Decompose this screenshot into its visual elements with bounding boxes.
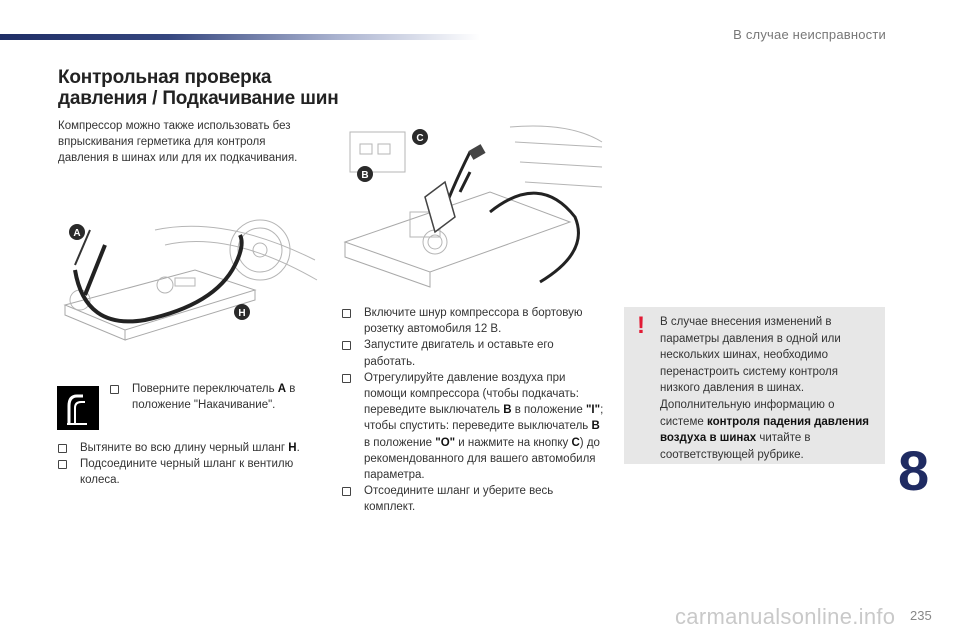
step-text: Включите шнур компрессора в бортовую розетку автомобиля 12 В. [364, 307, 583, 336]
callout-a-label: A [73, 228, 81, 239]
step-extend-hose [58, 440, 320, 456]
step-text: в положение "Накачивание". [132, 383, 296, 412]
bullet-checkbox-icon [342, 341, 351, 350]
warning-panel [624, 307, 885, 464]
step-key: "I" [585, 404, 601, 417]
step-key: B [503, 404, 512, 417]
step-text: ) до рекомендованного для вашего автомобиля параметра. [364, 436, 600, 482]
step-start-engine [342, 337, 604, 369]
callout-h-label: H [238, 308, 246, 319]
bullet-checkbox-icon [58, 460, 67, 469]
bullet-checkbox-icon [58, 444, 67, 453]
warning-text-bold: контроля падения давления воздуха в шинах [660, 415, 869, 445]
step-key: "O" [435, 436, 456, 449]
intro-paragraph: Компрессор можно также использовать без впрыскивания герметика для контроля давления в шинах или для их подкачивания. [58, 120, 298, 164]
bullet-checkbox-icon [342, 309, 351, 318]
step-text: Запустите двигатель и оставьте его работать. [364, 339, 554, 368]
warning-text [660, 314, 880, 463]
step-key: A [277, 383, 287, 395]
page-number: 235 [910, 608, 932, 623]
step-list-intro [110, 381, 320, 413]
step-disconnect [342, 483, 604, 515]
step-text: Подсоедините черный шланг к вентилю колеса. [80, 458, 294, 487]
step-text: . [296, 442, 300, 454]
warning-text-part: читайте в соответствующей рубрике. [660, 432, 811, 461]
step-text: Отсоедините шланг и уберите весь комплект. [364, 485, 554, 514]
callout-b-label: B [361, 170, 369, 181]
chapter-number: 8 [898, 439, 930, 502]
step-text: Отрегулируйте давление воздуха при помощи компрессора (чтобы подкачать: переведите выключатель [364, 371, 579, 417]
compressor-wheel-illustration [55, 210, 320, 345]
step-list-middle [342, 305, 604, 516]
page-title-line2: давления / Подкачивание шин [58, 88, 339, 109]
warning-exclamation-icon: ! [637, 312, 645, 339]
step-list-left [58, 440, 320, 489]
section-header: В случае неисправности [733, 27, 886, 42]
step-text: Вытяните во всю длину черный шланг [80, 442, 289, 454]
step-text: и нажмите на кнопку [455, 436, 572, 449]
step-key: C [571, 436, 580, 449]
page-title-line1: Контрольная проверка [58, 67, 272, 88]
bullet-checkbox-icon [342, 487, 351, 496]
step-turn-switch [110, 381, 320, 413]
step-text: в положение [364, 436, 436, 449]
warning-text-part: В случае внесения изменений в параметры давления в одной или нескольких шинах, необходимо перенастроить систему контроля низкого давления в шинах. Дополнительную информацию о системе [660, 316, 841, 428]
step-connect-hose [58, 456, 320, 488]
watermark: carmanualsonline.info [675, 604, 896, 629]
step-key: B [591, 420, 600, 433]
step-text: ; чтобы спустить: переведите выключатель [364, 404, 604, 433]
step-plug-cord [342, 305, 604, 337]
page-title [58, 67, 339, 109]
step-key: H [288, 442, 297, 454]
compressor-controls-illustration [340, 122, 605, 297]
header-gradient-bar [0, 34, 480, 40]
step-text: в положение [511, 404, 586, 417]
bullet-checkbox-icon [110, 385, 119, 394]
step-text: Поверните переключатель [132, 383, 278, 395]
callout-c-label: C [416, 133, 424, 144]
gauge-icon [57, 386, 99, 430]
step-adjust-pressure [342, 370, 604, 483]
bullet-checkbox-icon [342, 374, 351, 383]
